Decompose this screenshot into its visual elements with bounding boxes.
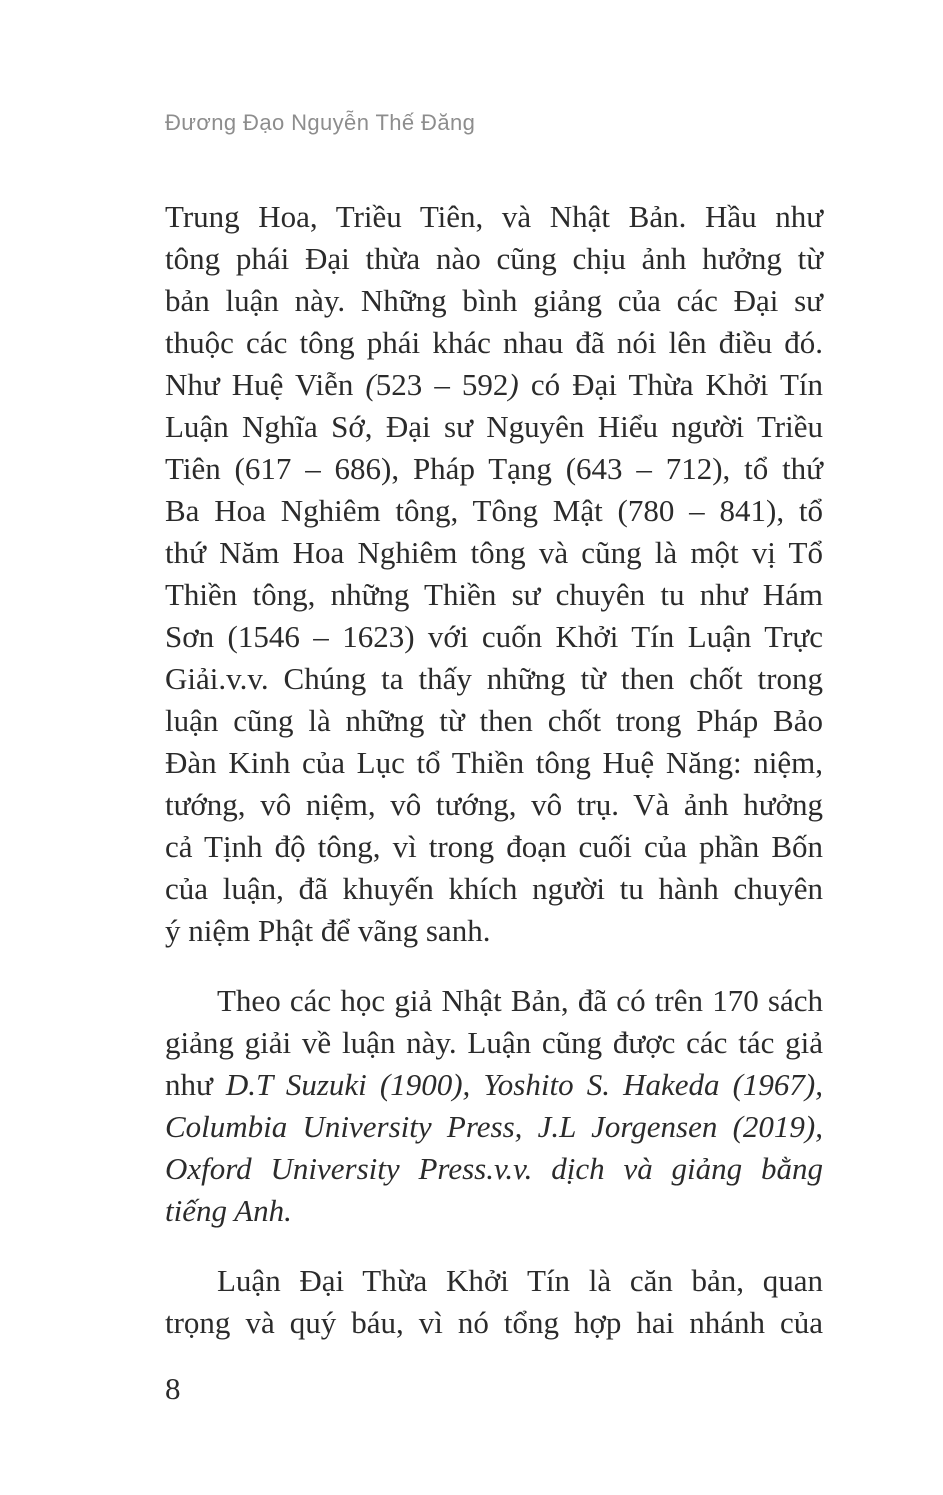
running-header: Đương Đạo Nguyễn Thế Đăng <box>165 110 476 135</box>
text-line <box>165 658 823 700</box>
text-line <box>165 1302 823 1344</box>
paragraph <box>165 196 823 952</box>
italic-text-segment: Columbia University Press, J.L Jorgensen (2019), <box>165 1109 823 1144</box>
text-line <box>165 868 823 910</box>
text-segment: tướng, vô niệm, vô tướng, vô trụ. Và ảnh hưởng <box>165 787 823 822</box>
text-segment: của luận, đã khuyến khích người tu hành chuyên <box>165 871 823 906</box>
page-number: 8 <box>165 1371 181 1406</box>
text-segment: tông phái Đại thừa nào cũng chịu ảnh hưởng từ <box>165 241 823 276</box>
italic-text-segment: tiếng Anh. <box>165 1193 292 1228</box>
text-segment: thuộc các tông phái khác nhau đã nói lên điều đó. <box>165 325 823 360</box>
text-segment: luận cũng là những từ then chốt trong Pháp Bảo <box>165 703 823 738</box>
text-line <box>165 826 823 868</box>
text-line <box>165 238 823 280</box>
italic-text-segment: Oxford University Press.v.v. dịch và giảng bằng <box>165 1151 823 1186</box>
italic-text-segment: D.T Suzuki (1900), Yoshito S. Hakeda (1967), <box>225 1067 823 1102</box>
paragraph <box>165 1260 823 1344</box>
text-line <box>165 364 823 406</box>
text-segment: có Đại Thừa Khởi Tín <box>518 367 823 402</box>
text-line <box>165 574 823 616</box>
text-line <box>165 616 823 658</box>
text-line <box>165 1260 823 1302</box>
text-line <box>165 448 823 490</box>
text-line <box>165 980 823 1022</box>
text-segment: Như Huệ Viễn <box>165 367 366 402</box>
text-segment: Ba Hoa Nghiêm tông, Tông Mật (780 – 841), tổ <box>165 493 823 528</box>
text-line <box>165 700 823 742</box>
text-segment: bản luận này. Những bình giảng của các Đại sư <box>165 283 823 318</box>
text-line <box>165 1190 823 1232</box>
text-segment: Luận Nghĩa Sớ, Đại sư Nguyên Hiểu người Triều <box>165 409 823 444</box>
body-text <box>165 196 823 1344</box>
text-segment: Sơn (1546 – 1623) với cuốn Khởi Tín Luận Trực <box>165 619 823 654</box>
text-segment: Luận Đại Thừa Khởi Tín là căn bản, quan <box>217 1263 823 1298</box>
text-line <box>165 1022 823 1064</box>
text-line <box>165 742 823 784</box>
text-line <box>165 1064 823 1106</box>
text-line <box>165 1148 823 1190</box>
italic-text-segment: ) <box>508 367 519 402</box>
text-segment: Thiền tông, những Thiền sư chuyên tu như Hám <box>165 577 823 612</box>
text-segment: ý niệm Phật để vãng sanh. <box>165 913 491 948</box>
text-segment: Tiên (617 – 686), Pháp Tạng (643 – 712), tổ thứ <box>165 451 823 486</box>
text-line <box>165 784 823 826</box>
text-segment: cả Tịnh độ tông, vì trong đoạn cuối của phần Bốn <box>165 829 823 864</box>
text-line <box>165 1106 823 1148</box>
text-line <box>165 322 823 364</box>
text-segment: trọng và quý báu, vì nó tổng hợp hai nhánh của <box>165 1305 823 1340</box>
text-segment: 523 – 592 <box>375 367 509 402</box>
italic-text-segment: ( <box>365 367 376 402</box>
text-line <box>165 490 823 532</box>
text-line <box>165 196 823 238</box>
text-segment: Đàn Kinh của Lục tổ Thiền tông Huệ Năng: niệm, <box>165 745 823 780</box>
text-segment: như <box>165 1067 226 1102</box>
text-line <box>165 406 823 448</box>
text-segment: thứ Năm Hoa Nghiêm tông và cũng là một vị Tổ <box>165 535 823 570</box>
paragraph <box>165 980 823 1232</box>
text-line <box>165 532 823 574</box>
text-line <box>165 280 823 322</box>
text-segment: giảng giải về luận này. Luận cũng được các tác giả <box>165 1025 823 1060</box>
text-segment: Trung Hoa, Triều Tiên, và Nhật Bản. Hầu như <box>165 199 823 234</box>
text-segment: Theo các học giả Nhật Bản, đã có trên 170 sách <box>217 983 823 1018</box>
text-line <box>165 910 823 952</box>
text-segment: Giải.v.v. Chúng ta thấy những từ then chốt trong <box>165 661 823 696</box>
